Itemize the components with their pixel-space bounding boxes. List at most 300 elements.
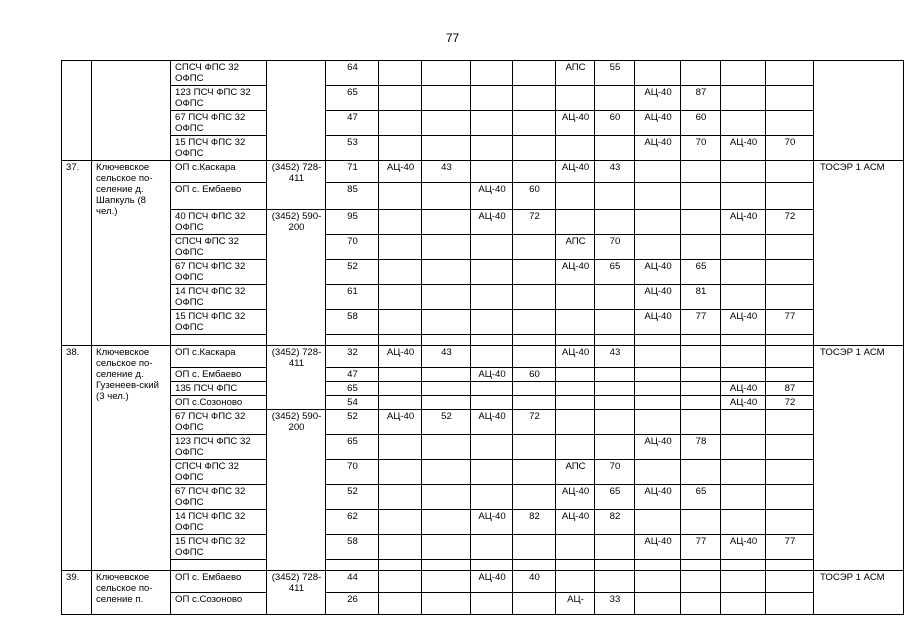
vehicle-distance-cell	[422, 335, 471, 346]
vehicle-type-cell	[556, 86, 595, 111]
vehicle-type-cell	[556, 435, 595, 460]
table-row	[62, 235, 904, 260]
vehicle-type-cell: АЦ-40	[721, 136, 766, 161]
vehicle-type-cell: АЦ-40	[635, 285, 681, 310]
table-row	[62, 510, 904, 535]
vehicle-type-cell: АЦ-40	[635, 111, 681, 136]
vehicle-type-cell	[471, 310, 513, 335]
vehicle-type-cell	[471, 285, 513, 310]
distance-cell: 65	[326, 382, 379, 396]
vehicle-distance-cell	[595, 410, 635, 435]
unit-name-cell: 123 ПСЧ ФПС 32 ОФПС	[171, 86, 267, 111]
vehicle-distance-cell: 40	[513, 571, 556, 593]
vehicle-distance-cell	[513, 593, 556, 615]
vehicle-type-cell	[721, 346, 766, 368]
vehicle-type-cell	[471, 335, 513, 346]
table-row	[62, 310, 904, 335]
distance-cell: 32	[326, 346, 379, 368]
vehicle-type-cell	[635, 346, 681, 368]
vehicle-type-cell	[556, 368, 595, 382]
vehicle-distance-cell	[595, 335, 635, 346]
vehicle-distance-cell: 43	[595, 346, 635, 368]
vehicle-distance-cell	[513, 346, 556, 368]
vehicle-type-cell: АЦ-40	[471, 368, 513, 382]
vehicle-distance-cell	[422, 285, 471, 310]
vehicle-distance-cell	[513, 86, 556, 111]
table-row	[62, 210, 904, 235]
table-row	[62, 368, 904, 382]
distance-cell: 52	[326, 260, 379, 285]
unit-name-cell: ОП с.Созоново	[171, 396, 267, 410]
vehicle-distance-cell: 87	[766, 382, 814, 396]
settlement-cell: Ключевское сельское по-селение д. Гузенеев-ский (3 чел.)	[92, 346, 171, 571]
vehicle-distance-cell: 82	[513, 510, 556, 535]
phone-cell: (3452) 590-200	[267, 410, 326, 571]
vehicle-distance-cell	[513, 382, 556, 396]
vehicle-distance-cell: 77	[681, 535, 721, 560]
vehicle-distance-cell	[595, 368, 635, 382]
phone-cell	[267, 61, 326, 161]
row-number-cell: 39.	[62, 571, 92, 615]
vehicle-distance-cell	[681, 593, 721, 615]
vehicle-type-cell: АПС	[556, 460, 595, 485]
distance-cell: 53	[326, 136, 379, 161]
vehicle-distance-cell	[766, 111, 814, 136]
vehicle-type-cell	[471, 86, 513, 111]
vehicle-distance-cell	[681, 368, 721, 382]
vehicle-distance-cell: 43	[595, 161, 635, 183]
vehicle-distance-cell	[422, 61, 471, 86]
vehicle-type-cell: АЦ-40	[471, 571, 513, 593]
vehicle-distance-cell	[595, 396, 635, 410]
vehicle-type-cell: АЦ-40	[635, 136, 681, 161]
vehicle-distance-cell: 77	[681, 310, 721, 335]
vehicle-distance-cell	[681, 235, 721, 260]
distance-cell: 52	[326, 410, 379, 435]
settlement-cell: Ключевское сельское по-селение п.	[92, 571, 171, 615]
vehicle-distance-cell	[422, 396, 471, 410]
unit-name-cell: ОП с. Ембаево	[171, 368, 267, 382]
unit-name-cell	[171, 560, 267, 571]
vehicle-distance-cell: 65	[595, 485, 635, 510]
note-cell: ТОСЭР 1 АСМ	[814, 161, 904, 346]
vehicle-type-cell	[379, 310, 422, 335]
vehicle-distance-cell	[766, 61, 814, 86]
vehicle-type-cell	[721, 460, 766, 485]
vehicle-distance-cell	[513, 535, 556, 560]
vehicle-distance-cell	[766, 235, 814, 260]
distance-cell: 71	[326, 161, 379, 183]
vehicle-distance-cell: 72	[513, 210, 556, 235]
vehicle-distance-cell	[513, 396, 556, 410]
unit-name-cell: ОП с.Каскара	[171, 346, 267, 368]
vehicle-type-cell	[471, 346, 513, 368]
vehicle-type-cell: АЦ-40	[379, 161, 422, 183]
vehicle-type-cell	[721, 368, 766, 382]
vehicle-distance-cell	[681, 560, 721, 571]
vehicle-type-cell	[721, 560, 766, 571]
vehicle-type-cell	[379, 460, 422, 485]
vehicle-distance-cell: 87	[681, 86, 721, 111]
vehicle-type-cell: АПС	[556, 235, 595, 260]
distance-cell: 58	[326, 310, 379, 335]
distance-cell: 70	[326, 460, 379, 485]
vehicle-distance-cell	[513, 161, 556, 183]
table-row	[62, 410, 904, 435]
vehicle-distance-cell	[681, 61, 721, 86]
table-row	[62, 335, 904, 346]
vehicle-type-cell	[721, 485, 766, 510]
vehicle-distance-cell	[513, 335, 556, 346]
vehicle-type-cell	[471, 235, 513, 260]
vehicle-type-cell	[471, 382, 513, 396]
vehicle-distance-cell	[595, 382, 635, 396]
table-row	[62, 593, 904, 615]
vehicle-distance-cell	[681, 382, 721, 396]
phone-cell: (3452) 728-411	[267, 161, 326, 210]
vehicle-distance-cell	[513, 260, 556, 285]
vehicle-type-cell: АЦ-40	[721, 396, 766, 410]
vehicle-distance-cell	[513, 560, 556, 571]
vehicle-distance-cell	[513, 310, 556, 335]
vehicle-distance-cell	[766, 161, 814, 183]
vehicle-distance-cell	[422, 210, 471, 235]
vehicle-type-cell	[556, 285, 595, 310]
vehicle-type-cell: АЦ-40	[556, 346, 595, 368]
vehicle-type-cell	[721, 61, 766, 86]
unit-name-cell: СПСЧ ФПС 32 ОФПС	[171, 235, 267, 260]
vehicle-distance-cell	[422, 310, 471, 335]
vehicle-type-cell	[721, 183, 766, 210]
vehicle-type-cell	[721, 410, 766, 435]
vehicle-type-cell	[471, 485, 513, 510]
vehicle-distance-cell	[422, 510, 471, 535]
vehicle-distance-cell	[681, 571, 721, 593]
vehicle-distance-cell: 70	[681, 136, 721, 161]
unit-name-cell: 14 ПСЧ ФПС 32 ОФПС	[171, 510, 267, 535]
vehicle-distance-cell: 60	[595, 111, 635, 136]
vehicle-type-cell	[471, 593, 513, 615]
table-row	[62, 396, 904, 410]
vehicle-distance-cell: 81	[681, 285, 721, 310]
vehicle-type-cell: АЦ-	[556, 593, 595, 615]
vehicle-distance-cell	[595, 136, 635, 161]
distance-cell	[326, 560, 379, 571]
vehicle-type-cell: АЦ-40	[471, 210, 513, 235]
vehicle-type-cell	[556, 560, 595, 571]
table-row	[62, 111, 904, 136]
vehicle-type-cell: АЦ-40	[635, 86, 681, 111]
distance-cell: 58	[326, 535, 379, 560]
unit-name-cell: 123 ПСЧ ФПС 32 ОФПС	[171, 435, 267, 460]
distance-cell: 47	[326, 111, 379, 136]
vehicle-distance-cell	[513, 485, 556, 510]
vehicle-distance-cell: 72	[766, 396, 814, 410]
distance-cell: 85	[326, 183, 379, 210]
vehicle-distance-cell	[595, 310, 635, 335]
distance-cell: 64	[326, 61, 379, 86]
vehicle-type-cell	[379, 61, 422, 86]
table-row	[62, 382, 904, 396]
vehicle-type-cell: АЦ-40	[635, 535, 681, 560]
vehicle-type-cell	[471, 460, 513, 485]
vehicle-type-cell	[635, 593, 681, 615]
distance-cell: 65	[326, 435, 379, 460]
vehicle-distance-cell	[595, 535, 635, 560]
vehicle-type-cell	[721, 260, 766, 285]
vehicle-type-cell: АЦ-40	[721, 382, 766, 396]
vehicle-distance-cell	[595, 435, 635, 460]
vehicle-type-cell	[379, 382, 422, 396]
vehicle-distance-cell	[422, 435, 471, 460]
vehicle-type-cell	[379, 86, 422, 111]
vehicle-type-cell	[556, 183, 595, 210]
settlement-cell: Ключевское сельское по-селение д. Шапкуль (8 чел.)	[92, 161, 171, 346]
vehicle-distance-cell	[422, 460, 471, 485]
vehicle-type-cell: АЦ-40	[556, 510, 595, 535]
vehicle-type-cell: АЦ-40	[721, 210, 766, 235]
vehicle-distance-cell: 52	[422, 410, 471, 435]
vehicle-type-cell	[721, 86, 766, 111]
vehicle-distance-cell: 65	[681, 260, 721, 285]
unit-name-cell: 40 ПСЧ ФПС 32 ОФПС	[171, 210, 267, 235]
vehicle-type-cell	[635, 61, 681, 86]
vehicle-type-cell	[635, 560, 681, 571]
vehicle-type-cell	[471, 260, 513, 285]
row-number-cell: 38.	[62, 346, 92, 571]
vehicle-distance-cell: 43	[422, 161, 471, 183]
vehicle-type-cell	[635, 382, 681, 396]
unit-name-cell: ОП с. Ембаево	[171, 183, 267, 210]
vehicle-type-cell	[379, 571, 422, 593]
distance-cell: 62	[326, 510, 379, 535]
vehicle-type-cell: АЦ-40	[721, 535, 766, 560]
vehicle-distance-cell: 60	[513, 368, 556, 382]
table-row	[62, 61, 904, 86]
vehicle-type-cell	[379, 136, 422, 161]
distance-cell: 95	[326, 210, 379, 235]
unit-name-cell: СПСЧ ФПС 32 ОФПС	[171, 61, 267, 86]
vehicle-type-cell	[635, 510, 681, 535]
vehicle-distance-cell	[766, 510, 814, 535]
vehicle-distance-cell	[422, 560, 471, 571]
vehicle-type-cell	[721, 111, 766, 136]
vehicle-type-cell: АПС	[556, 61, 595, 86]
vehicle-distance-cell	[422, 593, 471, 615]
vehicle-distance-cell	[766, 285, 814, 310]
distance-cell: 70	[326, 235, 379, 260]
vehicle-distance-cell	[766, 410, 814, 435]
vehicle-distance-cell	[422, 111, 471, 136]
vehicle-distance-cell	[766, 346, 814, 368]
vehicle-distance-cell	[513, 235, 556, 260]
vehicle-type-cell	[635, 335, 681, 346]
vehicle-distance-cell: 60	[513, 183, 556, 210]
phone-cell: (3452) 728-411	[267, 571, 326, 615]
unit-name-cell: 67 ПСЧ ФПС 32 ОФПС	[171, 485, 267, 510]
unit-name-cell: СПСЧ ФПС 32 ОФПС	[171, 460, 267, 485]
table-row	[62, 260, 904, 285]
vehicle-type-cell	[721, 435, 766, 460]
table-row	[62, 285, 904, 310]
vehicle-type-cell	[379, 593, 422, 615]
vehicle-type-cell: АЦ-40	[556, 260, 595, 285]
vehicle-distance-cell	[681, 410, 721, 435]
unit-name-cell: 67 ПСЧ ФПС 32 ОФПС	[171, 260, 267, 285]
vehicle-distance-cell	[681, 183, 721, 210]
vehicle-distance-cell	[766, 335, 814, 346]
vehicle-distance-cell: 72	[513, 410, 556, 435]
table-row	[62, 435, 904, 460]
vehicle-distance-cell	[681, 396, 721, 410]
vehicle-distance-cell	[681, 460, 721, 485]
vehicle-distance-cell	[766, 593, 814, 615]
vehicle-distance-cell	[766, 260, 814, 285]
vehicle-type-cell: АЦ-40	[635, 435, 681, 460]
vehicle-distance-cell	[766, 560, 814, 571]
vehicle-type-cell	[379, 510, 422, 535]
vehicle-distance-cell	[513, 136, 556, 161]
vehicle-type-cell	[721, 161, 766, 183]
unit-name-cell: 67 ПСЧ ФПС 32 ОФПС	[171, 410, 267, 435]
vehicle-type-cell	[721, 235, 766, 260]
vehicle-type-cell	[379, 435, 422, 460]
page-number: 77	[445, 31, 460, 45]
distance-cell: 52	[326, 485, 379, 510]
vehicle-distance-cell: 72	[766, 210, 814, 235]
unit-name-cell: ОП с.Каскара	[171, 161, 267, 183]
vehicle-distance-cell	[422, 86, 471, 111]
vehicle-type-cell	[556, 136, 595, 161]
vehicle-type-cell	[721, 510, 766, 535]
vehicle-type-cell	[635, 161, 681, 183]
vehicle-type-cell: АЦ-40	[635, 260, 681, 285]
vehicle-distance-cell	[766, 485, 814, 510]
vehicle-distance-cell	[513, 111, 556, 136]
row-number-cell	[62, 61, 92, 161]
vehicle-type-cell: АЦ-40	[556, 111, 595, 136]
vehicle-distance-cell	[595, 560, 635, 571]
vehicle-type-cell	[471, 560, 513, 571]
vehicle-type-cell	[379, 535, 422, 560]
unit-name-cell: 15 ПСЧ ФПС 32 ОФПС	[171, 310, 267, 335]
vehicle-type-cell	[556, 335, 595, 346]
vehicle-distance-cell: 55	[595, 61, 635, 86]
vehicle-type-cell	[635, 571, 681, 593]
vehicle-distance-cell: 77	[766, 310, 814, 335]
distance-cell: 26	[326, 593, 379, 615]
vehicle-distance-cell	[422, 368, 471, 382]
vehicle-distance-cell	[681, 346, 721, 368]
note-cell: ТОСЭР 1 АСМ	[814, 346, 904, 571]
table-row	[62, 161, 904, 183]
vehicle-type-cell	[556, 396, 595, 410]
vehicle-type-cell	[379, 396, 422, 410]
vehicle-distance-cell	[766, 368, 814, 382]
vehicle-type-cell: АЦ-40	[379, 346, 422, 368]
vehicle-type-cell	[635, 235, 681, 260]
vehicle-distance-cell	[595, 285, 635, 310]
vehicle-distance-cell: 78	[681, 435, 721, 460]
vehicle-distance-cell	[422, 183, 471, 210]
table-row	[62, 86, 904, 111]
vehicle-type-cell	[635, 460, 681, 485]
row-number-cell: 37.	[62, 161, 92, 346]
distance-cell: 47	[326, 368, 379, 382]
vehicle-distance-cell	[681, 510, 721, 535]
vehicle-type-cell	[379, 485, 422, 510]
phone-cell: (3452) 728-411	[267, 346, 326, 410]
vehicle-type-cell	[379, 260, 422, 285]
vehicle-distance-cell	[513, 435, 556, 460]
table-row	[62, 460, 904, 485]
settlement-cell	[92, 61, 171, 161]
vehicle-distance-cell	[422, 535, 471, 560]
vehicle-distance-cell	[681, 210, 721, 235]
table-row	[62, 346, 904, 368]
vehicle-distance-cell	[766, 86, 814, 111]
vehicle-type-cell	[379, 235, 422, 260]
vehicle-type-cell	[721, 571, 766, 593]
vehicle-type-cell	[556, 210, 595, 235]
vehicle-type-cell: АЦ-40	[471, 183, 513, 210]
vehicle-type-cell: АЦ-40	[721, 310, 766, 335]
vehicle-type-cell	[721, 593, 766, 615]
vehicle-type-cell: АЦ-40	[556, 485, 595, 510]
vehicle-type-cell	[379, 560, 422, 571]
vehicle-distance-cell	[595, 210, 635, 235]
vehicle-type-cell	[635, 210, 681, 235]
vehicle-distance-cell: 70	[766, 136, 814, 161]
vehicle-type-cell	[471, 61, 513, 86]
table-row	[62, 560, 904, 571]
vehicle-type-cell	[379, 335, 422, 346]
vehicle-type-cell	[635, 396, 681, 410]
vehicle-distance-cell	[766, 183, 814, 210]
vehicle-type-cell: АЦ-40	[379, 410, 422, 435]
vehicle-type-cell	[379, 111, 422, 136]
vehicle-type-cell: АЦ-40	[471, 410, 513, 435]
vehicle-distance-cell: 70	[595, 460, 635, 485]
unit-name-cell: 135 ПСЧ ФПС	[171, 382, 267, 396]
unit-name-cell: ОП с.Созоново	[171, 593, 267, 615]
vehicle-type-cell	[721, 335, 766, 346]
table-row	[62, 571, 904, 593]
vehicle-distance-cell: 65	[681, 485, 721, 510]
unit-name-cell: 14 ПСЧ ФПС 32 ОФПС	[171, 285, 267, 310]
phone-cell: (3452) 590-200	[267, 210, 326, 346]
vehicle-distance-cell: 65	[595, 260, 635, 285]
vehicle-type-cell	[471, 435, 513, 460]
vehicle-distance-cell	[595, 86, 635, 111]
vehicle-distance-cell	[422, 136, 471, 161]
vehicle-type-cell	[471, 535, 513, 560]
vehicle-distance-cell	[595, 183, 635, 210]
distance-cell: 44	[326, 571, 379, 593]
vehicle-distance-cell	[422, 260, 471, 285]
vehicle-distance-cell: 70	[595, 235, 635, 260]
vehicle-distance-cell	[681, 161, 721, 183]
vehicle-type-cell	[635, 410, 681, 435]
note-cell: ТОСЭР 1 АСМ	[814, 571, 904, 615]
vehicle-distance-cell	[513, 61, 556, 86]
vehicle-type-cell: АЦ-40	[556, 161, 595, 183]
vehicle-type-cell	[471, 161, 513, 183]
vehicle-distance-cell	[422, 485, 471, 510]
vehicle-distance-cell	[422, 571, 471, 593]
vehicle-type-cell	[379, 183, 422, 210]
vehicle-type-cell	[379, 210, 422, 235]
